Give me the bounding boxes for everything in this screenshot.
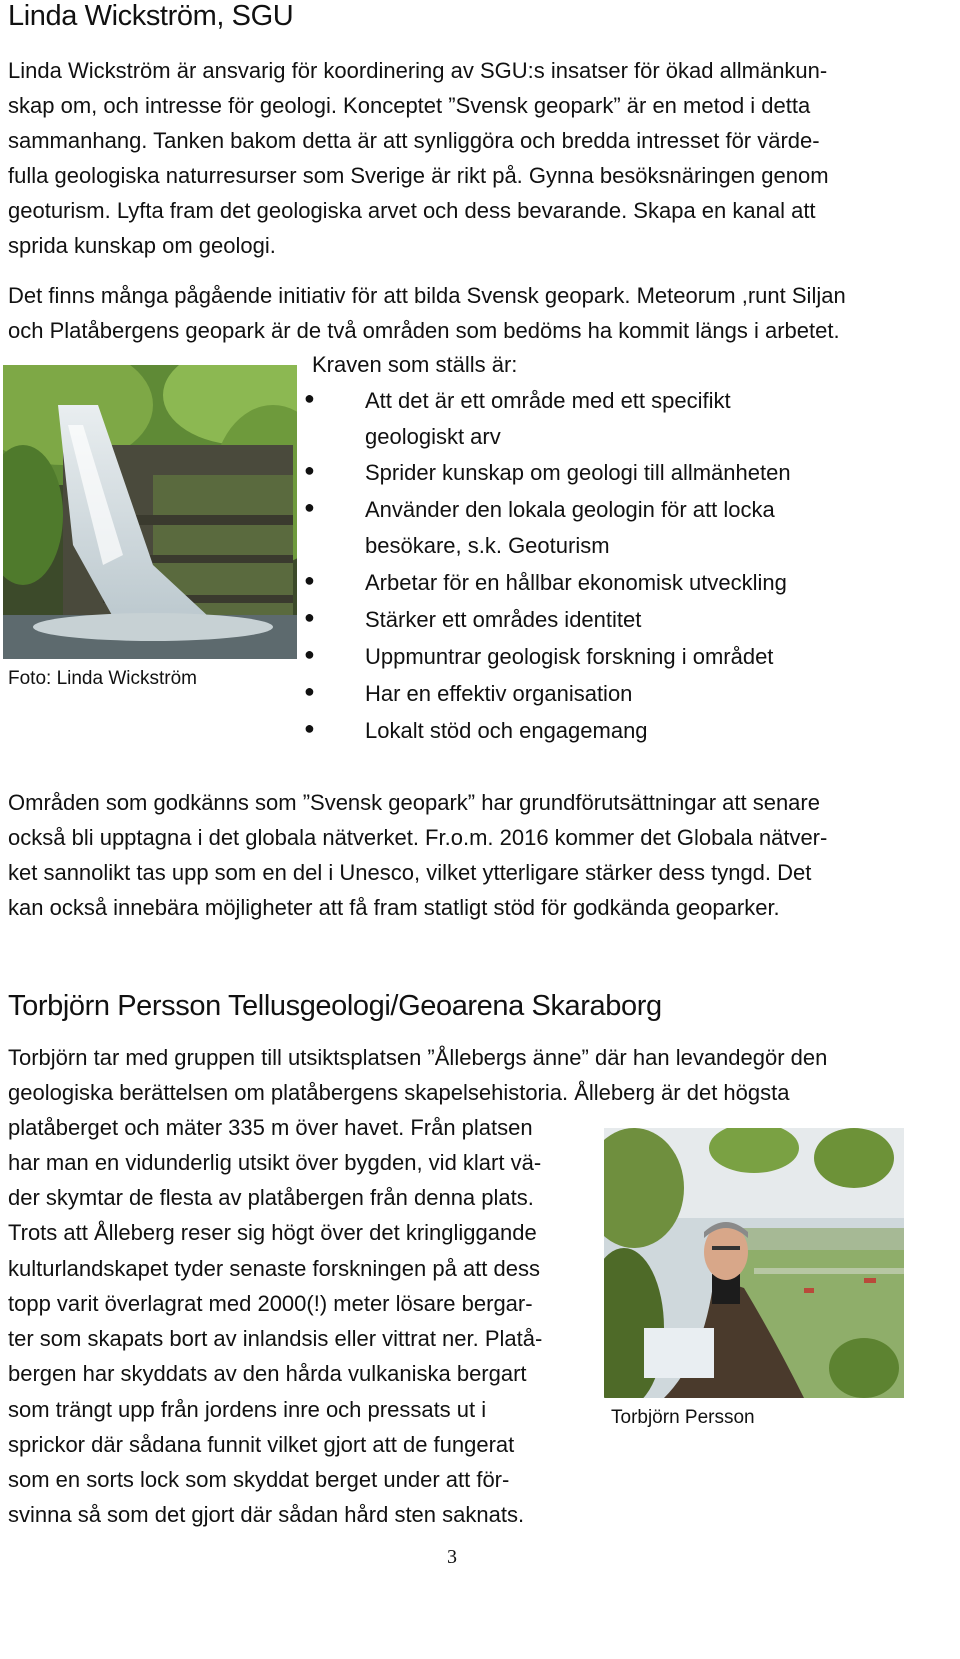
text-line: Det finns många pågående initiativ för att bilda Svensk geopark. Meteorum ,runt Siljan [8,283,846,308]
text-line: som trängt upp från jordens inre och pressats ut i [8,1397,487,1422]
portrait-image [604,1128,904,1398]
bullet-dot-icon: ● [304,388,315,408]
list-item-text: Att det är ett område med ett specifikt [365,388,731,413]
text-line: Områden som godkänns som ”Svensk geopark” har grundförutsättningar att senare [8,790,820,815]
text-line: Torbjörn tar med gruppen till utsiktsplatsen ”Ållebergs änne” där han levandegör den [8,1045,828,1070]
text-line: sprida kunskap om geologi. [8,233,276,258]
list-item-text: Lokalt stöd och engagemang [365,718,648,743]
text-line: sprickor där sådana funnit vilket gjort att de fungerat [8,1432,515,1457]
text-line: der skymtar de flesta av platåbergen från denna plats. [8,1185,534,1210]
bullet-dot-icon: ● [304,460,315,480]
section-title-linda: Linda Wickström, SGU [8,0,294,32]
text-line: svinna så som det gjort där sådan hård sten saknats. [8,1502,525,1527]
text-line: bergen har skyddats av den hårda vulkaniska bergart [8,1361,527,1386]
text-line: ter som skapats bort av inlandsis eller vittrat ner. Platå- [8,1326,543,1351]
portrait-photo [604,1128,904,1398]
list-item-text: Uppmuntrar geologisk forskning i området [365,644,774,669]
list-item-text: geologiskt arv [365,424,501,449]
text-line: geologiska berättelsen om platåbergens skapelsehistoria. Ålleberg är det högsta [8,1080,790,1105]
text-line: och Platåbergens geopark är de två områden som bedöms ha kommit längs i arbetet. [8,318,840,343]
text-line: fulla geologiska naturresurser som Sverige är rikt på. Gynna besöksnäringen genom [8,163,829,188]
bullet-dot-icon: ● [304,644,315,664]
list-item-text: Sprider kunskap om geologi till allmänheten [365,460,791,485]
bullet-dot-icon: ● [304,607,315,627]
text-line: har man en vidunderlig utsikt över bygden, vid klart vä- [8,1150,542,1175]
list-item-text: Stärker ett områdes identitet [365,607,642,632]
list-item-text: Har en effektiv organisation [365,681,633,706]
bullet-dot-icon: ● [304,718,315,738]
text-line: Trots att Ålleberg reser sig högt över det kringliggande [8,1220,537,1245]
section-title-torbjorn: Torbjörn Persson Tellusgeologi/Geoarena Skaraborg [8,990,662,1022]
text-line: kan också innebära möjligheter att få fram statligt stöd för godkända geoparker. [8,895,780,920]
requirements-intro: Kraven som ställs är: [312,352,518,377]
waterfall-image [3,365,297,659]
bullet-dot-icon: ● [304,681,315,701]
text-line: geoturism. Lyfta fram det geologiska arvet och dess bevarande. Skapa en kanal att [8,198,816,223]
list-item-text: Använder den lokala geologin för att locka [365,497,775,522]
bullet-dot-icon: ● [304,497,315,517]
text-line: topp varit överlagrat med 2000(!) meter lösare bergar- [8,1291,533,1316]
list-item-text: Arbetar för en hållbar ekonomisk utveckling [365,570,787,595]
text-line: Linda Wickström är ansvarig för koordinering av SGU:s insatser för ökad allmänkun- [8,58,828,83]
text-line: platåberget och mäter 335 m över havet. Från platsen [8,1115,533,1140]
page-number: 3 [447,1546,457,1568]
text-line: ket sannolikt tas upp som en del i Unesco, vilket ytterligare stärker dess tyngd. Det [8,860,812,885]
photo-caption-waterfall: Foto: Linda Wickström [8,668,197,689]
text-line: kulturlandskapet tyder senaste forskningen på att dess [8,1256,540,1281]
text-line: sammanhang. Tanken bakom detta är att synliggöra och bredda intresset för värde- [8,128,820,153]
list-item-text: besökare, s.k. Geoturism [365,533,610,558]
photo-caption-portrait: Torbjörn Persson [611,1407,755,1428]
text-line: som en sorts lock som skyddat berget under att för- [8,1467,510,1492]
text-line: också bli upptagna i det globala nätverket. Fr.o.m. 2016 kommer det Globala nätver- [8,825,828,850]
waterfall-photo [3,365,297,659]
text-line: skap om, och intresse för geologi. Konceptet ”Svensk geopark” är en metod i detta [8,93,811,118]
bullet-dot-icon: ● [304,570,315,590]
